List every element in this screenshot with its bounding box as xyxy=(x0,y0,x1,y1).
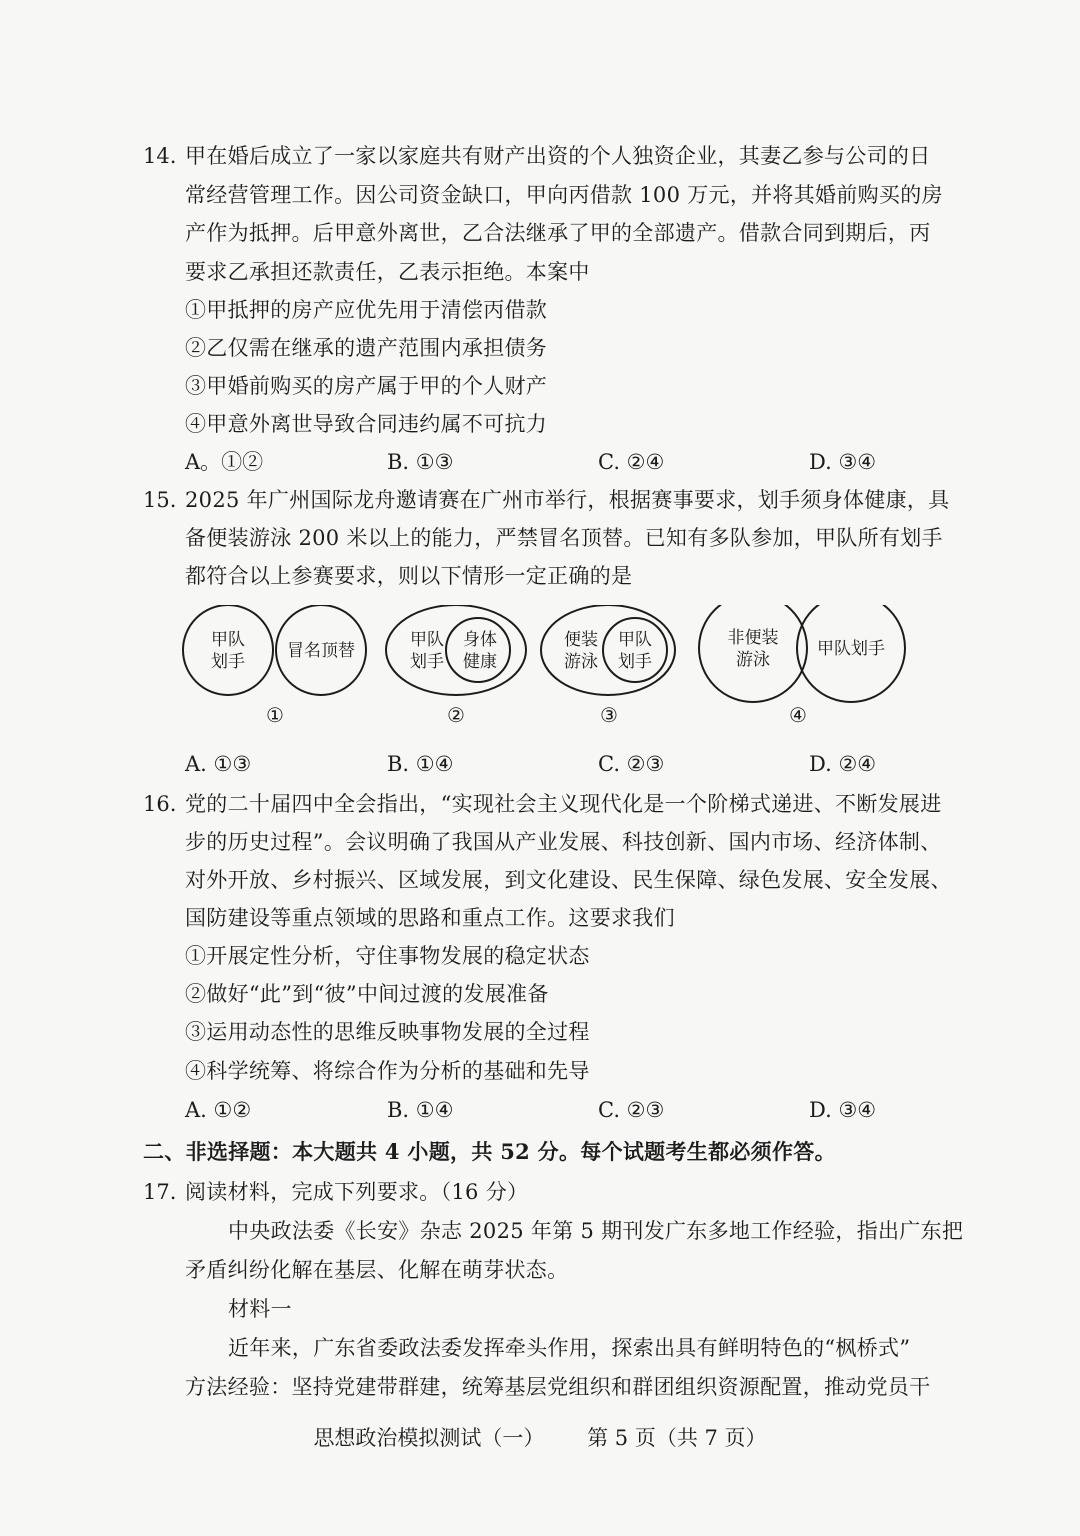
d4-left-top: 非便装 xyxy=(727,628,779,648)
q17-material-line: 方法经验：坚持党建带群建，统筹基层党组织和群团组织资源配置，推动党员干 xyxy=(185,1375,931,1399)
q16-stem-line: 党的二十届四中全会指出，“实现社会主义现代化是一个阶梯式递进、不断发展进 xyxy=(185,792,942,816)
d1-right: 冒名顶替 xyxy=(287,641,355,661)
q15-option-d: D. ②④ xyxy=(809,752,877,776)
q14-stem-line: 甲在婚后成立了一家以家庭共有财产出资的个人独资企业，其妻乙参与公司的日 xyxy=(185,144,931,168)
q14-number: 14. xyxy=(143,144,177,168)
q16-item: ①开展定性分析，守住事物发展的稳定状态 xyxy=(185,944,590,968)
q16-option-c: C. ②③ xyxy=(598,1098,665,1122)
d4-label: ④ xyxy=(789,703,807,727)
q17-title: 阅读材料，完成下列要求。（16 分） xyxy=(185,1180,529,1204)
q14-option-c: C. ②④ xyxy=(598,450,665,474)
q17-material-line: 近年来，广东省委政法委发挥牵头作用，探索出具有鲜明特色的“枫桥式” xyxy=(228,1336,911,1360)
q14-stem-line: 常经营管理工作。因公司资金缺口，甲向丙借款 100 万元，并将其婚前购买的房 xyxy=(185,183,943,207)
d2-outer-bottom: 划手 xyxy=(410,652,444,672)
q17-intro-line: 矛盾纠纷化解在基层、化解在萌芽状态。 xyxy=(185,1258,569,1282)
section-two-heading: 二、非选择题：本大题共 4 小题，共 52 分。每个试题考生都必须作答。 xyxy=(143,1139,836,1164)
q16-item: ④科学统筹、将综合作为分析的基础和先导 xyxy=(185,1059,590,1083)
d2-outer-ellipse xyxy=(386,605,526,695)
q16-options xyxy=(185,1096,905,1124)
q16-item: ③运用动态性的思维反映事物发展的全过程 xyxy=(185,1020,590,1044)
d2-outer-top: 甲队 xyxy=(410,630,444,650)
d3-inner-top: 甲队 xyxy=(618,630,652,650)
d3-outer-ellipse xyxy=(541,605,675,695)
q16-option-a: A. ①② xyxy=(185,1098,252,1122)
q16-stem-line: 步的历史过程”。会议明确了我国从产业发展、科技创新、国内市场、经济体制、 xyxy=(185,830,942,854)
d3-label: ③ xyxy=(600,703,618,727)
q15-venn-diagrams xyxy=(175,605,915,735)
footer-page-number: 第 5 页（共 7 页） xyxy=(587,1426,767,1450)
q14-option-a: A。①② xyxy=(185,450,264,474)
q15-stem-line: 备便装游泳 200 米以上的能力，严禁冒名顶替。已知有多队参加，甲队所有划手 xyxy=(185,526,943,550)
q14-item: ②乙仅需在继承的遗产范围内承担债务 xyxy=(185,336,548,360)
q16-item: ②做好“此”到“彼”中间过渡的发展准备 xyxy=(185,982,549,1006)
q14-stem-line: 产作为抵押。后甲意外离世，乙合法继承了甲的全部遗产。借款合同到期后，丙 xyxy=(185,221,931,245)
q14-item: ①甲抵押的房产应优先用于清偿丙借款 xyxy=(185,298,548,322)
q15-stem-line: 都符合以上参赛要求，则以下情形一定正确的是 xyxy=(185,564,633,588)
d2-inner-circle xyxy=(446,618,510,682)
q17-intro-line: 中央政法委《长安》杂志 2025 年第 5 期刊发广东多地工作经验，指出广东把 xyxy=(228,1219,964,1243)
d2-inner-top: 身体 xyxy=(463,630,497,650)
d2-inner-bottom: 健康 xyxy=(463,652,497,672)
d3-outer-bottom: 游泳 xyxy=(564,652,598,672)
q14-item: ④甲意外离世导致合同违约属不可抗力 xyxy=(185,412,548,436)
q14-item: ③甲婚前购买的房产属于甲的个人财产 xyxy=(185,374,548,398)
q15-option-b: B. ①④ xyxy=(387,752,454,776)
page-footer xyxy=(0,1424,1080,1452)
q16-option-d: D. ③④ xyxy=(809,1098,877,1122)
d1-label: ① xyxy=(266,703,284,727)
q15-number: 15. xyxy=(143,488,177,512)
q14-options xyxy=(185,448,905,476)
q15-option-a: A. ①③ xyxy=(185,752,252,776)
q17-number: 17. xyxy=(143,1180,177,1204)
d4-right: 甲队划手 xyxy=(817,639,885,659)
d1-left-top: 甲队 xyxy=(211,630,245,650)
q14-stem-line: 要求乙承担还款责任，乙表示拒绝。本案中 xyxy=(185,260,590,284)
d4-left-bottom: 游泳 xyxy=(736,650,770,670)
q14-option-d: D. ③④ xyxy=(809,450,877,474)
d1-left-circle xyxy=(183,605,273,695)
q15-stem-line: 2025 年广州国际龙舟邀请赛在广州市举行，根据赛事要求，划手须身体健康，具 xyxy=(185,488,950,512)
q16-number: 16. xyxy=(143,792,177,816)
d2-label: ② xyxy=(447,703,465,727)
footer-subject: 思想政治模拟测试（一） xyxy=(313,1426,545,1450)
d1-left-bottom: 划手 xyxy=(211,652,245,672)
q15-options xyxy=(185,750,905,778)
d3-inner-bottom: 划手 xyxy=(618,652,652,672)
q15-option-c: C. ②③ xyxy=(598,752,665,776)
q16-stem-line: 对外开放、乡村振兴、区域发展，到文化建设、民生保障、绿色发展、安全发展、 xyxy=(185,868,952,892)
d3-inner-circle xyxy=(603,618,667,682)
q14-option-b: B. ①③ xyxy=(387,450,454,474)
q16-option-b: B. ①④ xyxy=(387,1098,454,1122)
d3-outer-top: 便装 xyxy=(564,630,598,650)
q17-material-title: 材料一 xyxy=(228,1297,292,1321)
q16-stem-line: 国防建设等重点领域的思路和重点工作。这要求我们 xyxy=(185,906,675,930)
